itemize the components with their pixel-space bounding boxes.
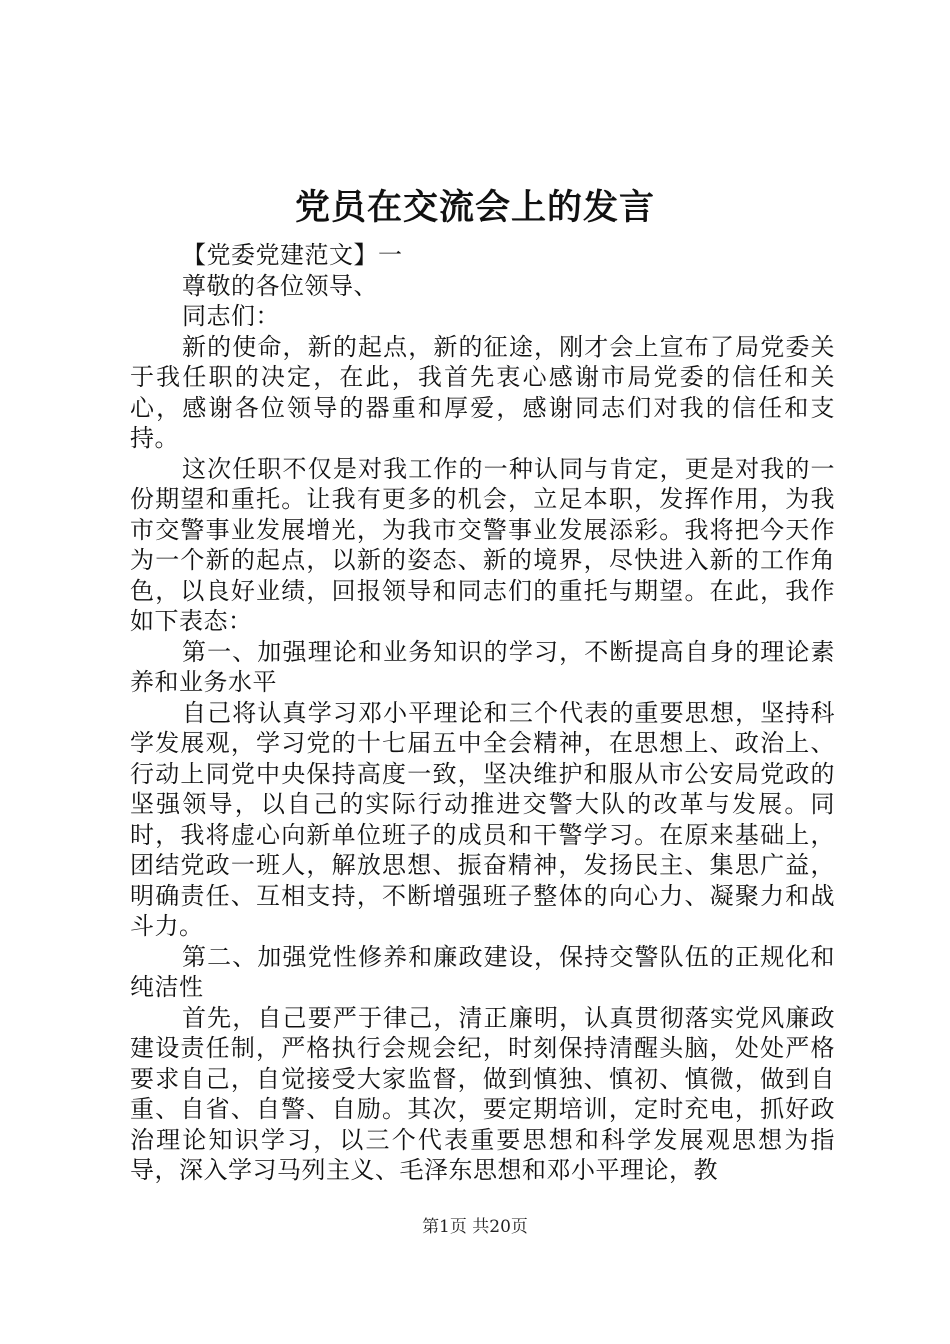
paragraph: 自己将认真学习邓小平理论和三个代表的重要思想，坚持科学发展观，学习党的十七届五中全会精神，在思想上、政治上、行动上同党中央保持高度一致，坚决维护和服从市公安局党政的坚强领导，以自己的实际行动推进交警大队的改革与发展。同时，我将虚心向新单位班子的成员和干警学习。在原来基础上，团结党政一班人，解放思想、振奋精神，发扬民主、集思广益，明确责任、互相支持，不断增强班子整体的向心力、凝聚力和战斗力。 — [130, 698, 835, 940]
salutation-line-1: 尊敬的各位领导、 — [182, 271, 378, 300]
section-heading-2: 第二、加强党性修养和廉政建设，保持交警队伍的正规化和纯洁性 — [130, 942, 835, 1001]
salutation-line-2: 同志们： — [182, 302, 280, 330]
paragraph: 新的使命，新的起点，新的征途，刚才会上宣布了局党委关于我任职的决定，在此，我首先衷心感谢市局党委的信任和关心，感谢各位领导的器重和厚爱，感谢同志们对我的信任和支持。 — [130, 332, 835, 452]
document-title: 党员在交流会上的发言 — [294, 187, 655, 228]
page-number-footer: 第1页 共20页 — [422, 1217, 528, 1237]
paragraph: 这次任职不仅是对我工作的一种认同与肯定，更是对我的一份期望和重托。让我有更多的机会，立足本职，发挥作用，为我市交警事业发展增光，为我市交警事业发展添彩。我将把今天作为一个新的起点，以新的姿态、新的境界，尽快进入新的工作角色，以良好业绩，回报领导和同志们的重托与期望。在此，我作如下表态： — [130, 454, 835, 635]
heading-category: 【党委党建范文】一 — [182, 241, 403, 269]
document-body — [130, 240, 835, 1186]
section-heading-1: 第一、加强理论和业务知识的学习，不断提高自身的理论素养和业务水平 — [130, 637, 835, 696]
paragraph: 首先，自己要严于律己，清正廉明，认真贯彻落实党风廉政建设责任制，严格执行会规会纪，时刻保持清醒头脑，处处严格要求自己，自觉接受大家监督，做到慎独、慎初、慎微，做到自重、自省、自警、自励。其次，要定期培训，定时充电，抓好政治理论知识学习，以三个代表重要思想和科学发展观思想为指导，深入学习马列主义、毛泽东思想和邓小平理论，教 — [130, 1003, 835, 1184]
